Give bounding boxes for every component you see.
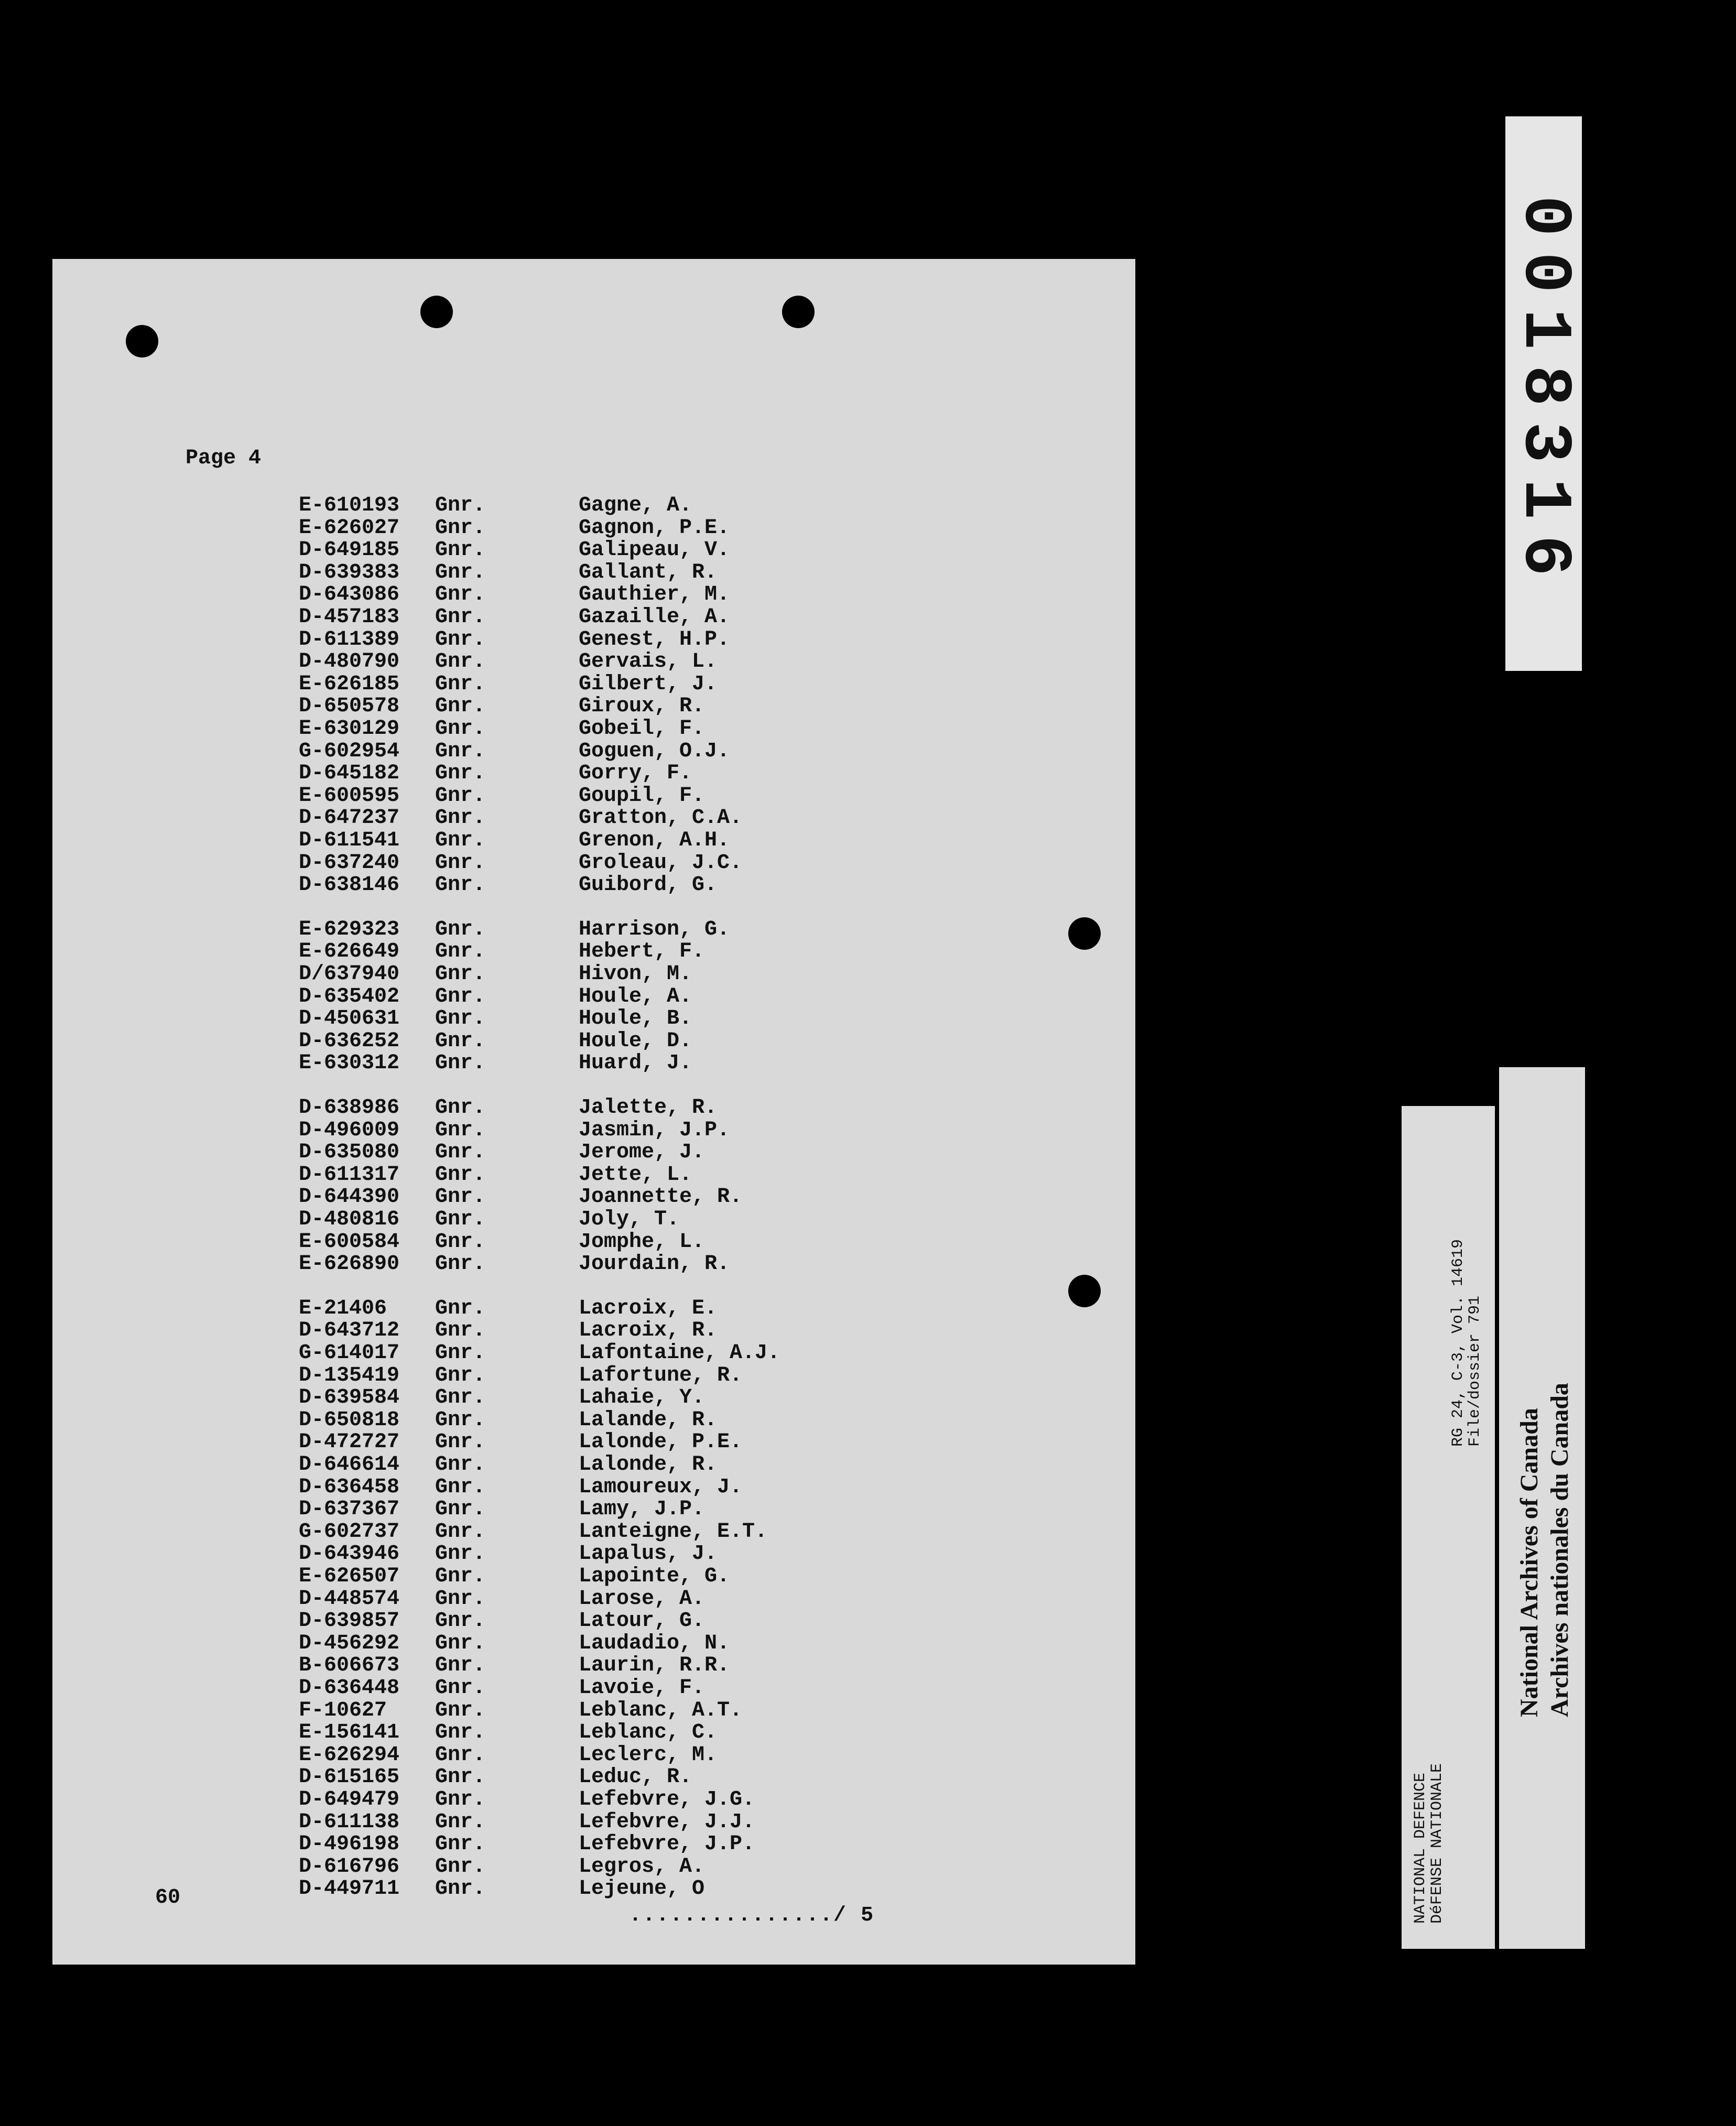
- service-number: E-629323: [299, 917, 400, 941]
- rank: Gnr.: [435, 1252, 486, 1276]
- name: Gazaille, A.: [579, 605, 730, 629]
- name: Joannette, R.: [579, 1185, 743, 1209]
- rank: Gnr.: [435, 1832, 486, 1857]
- rank: Gnr.: [435, 1765, 486, 1789]
- archive-reference-label: [1402, 1106, 1495, 1949]
- name: Lapointe, G.: [579, 1565, 730, 1588]
- name: Gagne, A.: [579, 494, 692, 517]
- name: Jerome, J.: [579, 1141, 705, 1165]
- punch-hole: [782, 296, 815, 328]
- service-number: D-450631: [299, 1007, 400, 1031]
- rank: Gnr.: [435, 917, 486, 941]
- name: Jasmin, J.P.: [579, 1118, 730, 1142]
- name: Lalande, R.: [579, 1408, 718, 1432]
- service-number: D-480790: [299, 650, 400, 674]
- name: Gauthier, M.: [579, 583, 730, 607]
- rank: Gnr.: [435, 806, 486, 830]
- service-number: D-635080: [299, 1141, 400, 1165]
- department-line-2: DéFENSE NATIONALE: [1428, 1763, 1446, 1924]
- name: Lanteigne, E.T.: [579, 1520, 768, 1544]
- rank: Gnr.: [435, 1721, 486, 1745]
- name: Gorry, F.: [579, 762, 692, 786]
- rank: Gnr.: [435, 560, 486, 584]
- name: Gratton, C.A.: [579, 806, 743, 830]
- service-number: D-472727: [299, 1430, 400, 1455]
- rank: Gnr.: [435, 1386, 486, 1410]
- service-number: D-611541: [299, 829, 400, 852]
- service-number: D-636448: [299, 1676, 400, 1700]
- rank: Gnr.: [435, 538, 486, 562]
- name: Houle, B.: [579, 1007, 692, 1031]
- service-number: F-10627: [299, 1698, 387, 1722]
- rank: Gnr.: [435, 672, 486, 696]
- rank: Gnr.: [435, 1743, 486, 1767]
- service-number: D-650818: [299, 1408, 400, 1432]
- name: Lafontaine, A.J.: [579, 1341, 780, 1365]
- service-number: D-638986: [299, 1096, 400, 1120]
- service-number: D/637940: [299, 962, 400, 986]
- rank: Gnr.: [435, 784, 486, 808]
- rank: Gnr.: [435, 1096, 486, 1120]
- service-number: B-606673: [299, 1654, 400, 1678]
- service-number: D-496198: [299, 1832, 400, 1857]
- name: Lafortune, R.: [579, 1363, 743, 1387]
- rank: Gnr.: [435, 1542, 486, 1566]
- service-number: D-643712: [299, 1319, 400, 1343]
- rank: Gnr.: [435, 1319, 486, 1343]
- rank: Gnr.: [435, 1430, 486, 1455]
- service-number: E-626027: [299, 516, 400, 540]
- name: Leblanc, A.T.: [579, 1698, 743, 1722]
- service-number: D-615165: [299, 1765, 400, 1789]
- service-number: D-639584: [299, 1386, 400, 1410]
- rank: Gnr.: [435, 962, 486, 986]
- continuation-marker: .............../ 5: [629, 1904, 875, 1927]
- service-number: D-650578: [299, 695, 400, 719]
- service-number: D-611389: [299, 627, 400, 652]
- service-number: E-626294: [299, 1743, 400, 1767]
- service-number: D-639857: [299, 1609, 400, 1633]
- rank: Gnr.: [435, 717, 486, 741]
- rank: Gnr.: [435, 1565, 486, 1588]
- service-number: D-637240: [299, 851, 400, 875]
- service-number: D-496009: [299, 1118, 400, 1142]
- service-number: D-637367: [299, 1498, 400, 1522]
- name: Lamy, J.P.: [579, 1498, 705, 1522]
- service-number: D-643086: [299, 583, 400, 607]
- rank: Gnr.: [435, 627, 486, 652]
- rank: Gnr.: [435, 1341, 486, 1365]
- service-number: D-611317: [299, 1163, 400, 1187]
- rank: Gnr.: [435, 1698, 486, 1722]
- name: Lalonde, P.E.: [579, 1430, 743, 1455]
- service-number: D-457183: [299, 605, 400, 629]
- name: Hivon, M.: [579, 962, 692, 986]
- name: Jourdain, R.: [579, 1252, 730, 1276]
- name: Lacroix, E.: [579, 1296, 718, 1320]
- rank: Gnr.: [435, 1631, 486, 1655]
- archive-name-fr: Archives nationales du Canada: [1546, 1383, 1574, 1717]
- service-number: D-647237: [299, 806, 400, 830]
- name: Lacroix, R.: [579, 1319, 718, 1343]
- rank: Gnr.: [435, 494, 486, 517]
- rank: Gnr.: [435, 695, 486, 719]
- rank: Gnr.: [435, 940, 486, 964]
- service-number: D-480816: [299, 1208, 400, 1231]
- rank: Gnr.: [435, 1296, 486, 1320]
- name: Harrison, G.: [579, 917, 730, 941]
- name: Joly, T.: [579, 1208, 680, 1231]
- rank: Gnr.: [435, 739, 486, 763]
- name: Lapalus, J.: [579, 1542, 718, 1566]
- rank: Gnr.: [435, 516, 486, 540]
- rank: Gnr.: [435, 1118, 486, 1142]
- rank: Gnr.: [435, 1676, 486, 1700]
- service-number: D-646614: [299, 1453, 400, 1477]
- name: Goguen, O.J.: [579, 739, 730, 763]
- punch-hole: [126, 325, 158, 357]
- name: Guibord, G.: [579, 873, 718, 897]
- rank: Gnr.: [435, 984, 486, 1008]
- name: Houle, A.: [579, 984, 692, 1008]
- service-number: E-600584: [299, 1230, 400, 1254]
- name: Laurin, R.R.: [579, 1654, 730, 1678]
- service-number: E-626890: [299, 1252, 400, 1276]
- rank: Gnr.: [435, 583, 486, 607]
- name: Lahaie, Y.: [579, 1386, 705, 1410]
- service-number: D-456292: [299, 1631, 400, 1655]
- service-number: D-644390: [299, 1185, 400, 1209]
- name: Gagnon, P.E.: [579, 516, 730, 540]
- service-number: D-645182: [299, 762, 400, 786]
- name: Latour, G.: [579, 1609, 705, 1633]
- service-number: D-638146: [299, 873, 400, 897]
- name: Grenon, A.H.: [579, 829, 730, 852]
- service-number: E-626507: [299, 1565, 400, 1588]
- rank: Gnr.: [435, 1453, 486, 1477]
- rank: Gnr.: [435, 1877, 486, 1901]
- document-page: [52, 259, 1135, 1965]
- service-number: E-600595: [299, 784, 400, 808]
- name: Larose, A.: [579, 1587, 705, 1611]
- rank: Gnr.: [435, 1230, 486, 1254]
- punch-hole: [1068, 1275, 1101, 1307]
- name: Gallant, R.: [579, 560, 718, 584]
- rank: Gnr.: [435, 1854, 486, 1879]
- name: Lavoie, F.: [579, 1676, 705, 1700]
- name: Jalette, R.: [579, 1096, 718, 1120]
- name: Leduc, R.: [579, 1765, 692, 1789]
- service-number: E-626185: [299, 672, 400, 696]
- service-number: D-649185: [299, 538, 400, 562]
- service-number: D-636458: [299, 1475, 400, 1499]
- service-number: E-156141: [299, 1721, 400, 1745]
- service-number: D-643946: [299, 1542, 400, 1566]
- name: Gervais, L.: [579, 650, 718, 674]
- service-number: G-614017: [299, 1341, 400, 1365]
- service-number: D-611138: [299, 1810, 400, 1834]
- record-group-ref: RG 24, C-3, Vol. 14619: [1449, 1239, 1467, 1447]
- rank: Gnr.: [435, 1007, 486, 1031]
- service-number: D-649479: [299, 1788, 400, 1812]
- name: Goupil, F.: [579, 784, 705, 808]
- name: Galipeau, V.: [579, 538, 730, 562]
- name: Jette, L.: [579, 1163, 692, 1187]
- rank: Gnr.: [435, 1163, 486, 1187]
- name: Lefebvre, J.G.: [579, 1788, 755, 1812]
- name: Leclerc, M.: [579, 1743, 718, 1767]
- service-number: E-21406: [299, 1296, 387, 1320]
- rank: Gnr.: [435, 1609, 486, 1633]
- rank: Gnr.: [435, 1029, 486, 1053]
- name: Lamoureux, J.: [579, 1475, 743, 1499]
- service-number: D-135419: [299, 1363, 400, 1387]
- name: Giroux, R.: [579, 695, 705, 719]
- archive-name-label: [1499, 1067, 1585, 1949]
- name: Legros, A.: [579, 1854, 705, 1879]
- name: Jomphe, L.: [579, 1230, 705, 1254]
- name: Lejeune, O: [579, 1877, 705, 1901]
- page-header: Page 4: [186, 447, 262, 470]
- service-number: D-616796: [299, 1854, 400, 1879]
- rank: Gnr.: [435, 1654, 486, 1678]
- rank: Gnr.: [435, 829, 486, 852]
- service-number: G-602737: [299, 1520, 400, 1544]
- service-number: D-449711: [299, 1877, 400, 1901]
- page-number: 60: [155, 1886, 181, 1910]
- rank: Gnr.: [435, 1185, 486, 1209]
- service-number: E-626649: [299, 940, 400, 964]
- service-number: E-630129: [299, 717, 400, 741]
- name: Leblanc, C.: [579, 1721, 718, 1745]
- service-number: G-602954: [299, 739, 400, 763]
- rank: Gnr.: [435, 1587, 486, 1611]
- punch-hole: [420, 296, 453, 328]
- service-number: D-639383: [299, 560, 400, 584]
- punch-hole: [1068, 917, 1101, 950]
- name: Gilbert, J.: [579, 672, 718, 696]
- service-number: D-448574: [299, 1587, 400, 1611]
- archive-name-en: National Archives of Canada: [1515, 1408, 1543, 1717]
- rank: Gnr.: [435, 605, 486, 629]
- service-number: E-610193: [299, 494, 400, 517]
- department-line-1: NATIONAL DEFENCE: [1412, 1772, 1429, 1924]
- rank: Gnr.: [435, 1141, 486, 1165]
- name: Huard, J.: [579, 1051, 692, 1076]
- rank: Gnr.: [435, 1408, 486, 1432]
- name: Lefebvre, J.J.: [579, 1810, 755, 1834]
- frame-id: 0018316: [1505, 195, 1582, 592]
- rank: Gnr.: [435, 1051, 486, 1076]
- rank: Gnr.: [435, 762, 486, 786]
- rank: Gnr.: [435, 851, 486, 875]
- name: Gobeil, F.: [579, 717, 705, 741]
- rank: Gnr.: [435, 1498, 486, 1522]
- name: Groleau, J.C.: [579, 851, 743, 875]
- name: Lefebvre, J.P.: [579, 1832, 755, 1857]
- rank: Gnr.: [435, 1475, 486, 1499]
- file-dossier-ref: File/dossier 791: [1466, 1295, 1484, 1447]
- service-number: E-630312: [299, 1051, 400, 1076]
- rank: Gnr.: [435, 1520, 486, 1544]
- name: Hebert, F.: [579, 940, 705, 964]
- rank: Gnr.: [435, 1363, 486, 1387]
- rank: Gnr.: [435, 1788, 486, 1812]
- name: Genest, H.P.: [579, 627, 730, 652]
- service-number: D-636252: [299, 1029, 400, 1053]
- service-number: D-635402: [299, 984, 400, 1008]
- name: Lalonde, R.: [579, 1453, 718, 1477]
- name: Laudadio, N.: [579, 1631, 730, 1655]
- frame-id-strip: [1505, 116, 1582, 671]
- rank: Gnr.: [435, 650, 486, 674]
- name: Houle, D.: [579, 1029, 692, 1053]
- rank: Gnr.: [435, 1208, 486, 1231]
- rank: Gnr.: [435, 1810, 486, 1834]
- rank: Gnr.: [435, 873, 486, 897]
